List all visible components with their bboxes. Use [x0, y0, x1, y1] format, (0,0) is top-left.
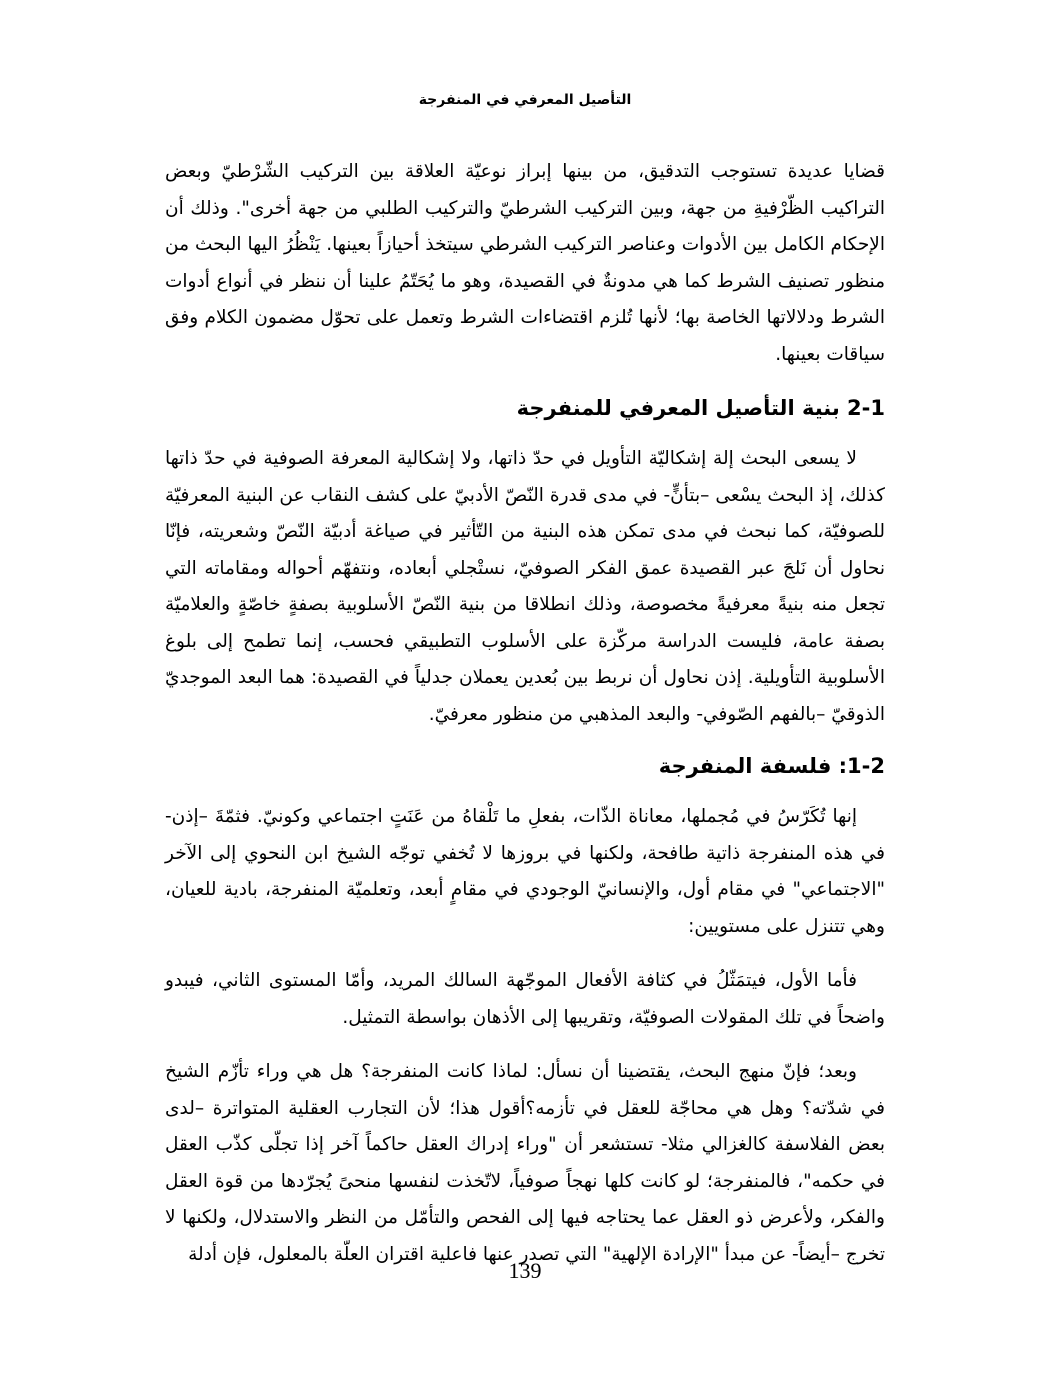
section-heading-1-2: 1-2: فلسفة المنفرجة [658, 754, 885, 778]
paragraph-continuation: قضايا عديدة تستوجب التدقيق، من بينها إبراز نوعيّة العلاقة بين التركيب الشّرْطيّ وبعض التراكيب الظّرْفيةِ من جهة، وبين التركيب الشرطيّ والتركيب الطلبي من جهة أخرى". وذلك أن الإحكام الكامل بين الأدوات وعناصر التركيب الشرطي سيتخذ أحيازاً بعينها. يَنْظُرُ اليها البحث من منظور تصنيف الشرط كما هي مدونةٌ في القصيدة، وهو ما يُحَتّمُ علينا أن ننظر في أنواع أدوات الشرط ودلالاتها الخاصة بها؛ لأنها تُلزم اقتضاءات الشرط وتعمل على تحوّل مضمون الكلام وفق سياقات بعينها. [165, 161, 885, 365]
paragraph-levels: فأما الأول، فيتمَثّلُ في كثافة الأفعال الموجّهة السالك المريد، وأمّا المستوى الثاني، فيبدو واضحاً في تلك المقولات الصوفيّة، وتقريبها إلى الأذهان بواسطة التمثيل. [165, 970, 885, 1028]
running-header: التأصيل المعرفي في المنفرجة [418, 92, 632, 108]
paragraph-method: وبعد؛ فإنّ منهج البحث، يقتضينا أن نسأل: لماذا كانت المنفرجة؟ هل هي وراء تأزّم الشيخ في شدّته؟ وهل هي محاجّة للعقل في تأزمه؟أقول هذا؛ لأن التجارب العقلية المتواترة –لدى بعض الفلاسفة كالغزالي مثلا- تستشعر أن "وراء إدراك العقل حاكماً آخر إذا تجلّى كذّب العقل في حكمه"، فالمنفرجة؛ لو كانت كلها نهجاً صوفياً، لاتّخذت لنفسها منحىً يُجرّدها من قوة العقل والفكر، ولأعرض ذو العقل عما يحتاجه فيها إلى الفحص والتأمّل من النظر والاستدلال، ولكنها لا تخرج –أيضاً- عن مبدأ "الإرادة الإلهية" التي تصدر عنها فاعلية اقتران العلّة بالمعلول، فإن أدلة [165, 1061, 885, 1265]
paragraph-structure: لا يسعى البحث إلة إشكاليّة التأويل في حدّ ذاتها، ولا إشكالية المعرفة الصوفية في حدّ ذاتها كذلك، إذ البحث يسْعى –بتأنٍّ- في مدى قدرة النّصّ الأدبيّ على كشف النقاب عن البنية المعرفيّة للصوفيّة، كما نبحث في مدى تمكن هذه البنية من التّأثير في صياغة أدبيّة النّصّ وشعريته، فإنّا نحاول أن نَلجَ عبر القصيدة عمق الفكر الصوفيّ، نستْجلي أبعاده، ونتفهّم أحواله ومقاماته التي تجعل منه بنيةً معرفيةً مخصوصة، وذلك انطلاقا من بنية النّصّ الأسلوبية بصفةٍ خاصّةٍ والعلاميّة بصفة عامة، فليست الدراسة مركّزة على الأسلوب التطبيقي فحسب، إنما تطمح إلى بلوغ الأسلوبية التأويلية. إذن نحاول أن نربط بين بُعدين يعملان جدلياً في القصيدة: هما البعد الموجديّ الذوقيّ –بالفهم الصّوفي- والبعد المذهبي من منظور معرفيّ. [165, 448, 885, 725]
page-number: 139 [508, 1258, 542, 1283]
section-heading-2-1: 2-1 بنية التأصيل المعرفي للمنفرجة [516, 396, 885, 420]
paragraph-philosophy: إنها تُكَرّسُ في مُجملها، معاناة الذّات، بفعلِ ما تَلْقاهُ من عَنَتٍ اجتماعي وكونيّ. فثمّةَ –إذن- في هذه المنفرجة ذاتية طافحة، ولكنها في بروزها لا تُخفي توجّه الشيخ ابن النحوي إلى الآخر "الاجتماعي" في مقام أول، والإنسانيّ الوجودي في مقامٍ أبعد، وتعلميّة المنفرجة، بادية للعيان، وهي تتنزل على مستويين: [165, 806, 885, 937]
body-text [165, 154, 885, 1273]
